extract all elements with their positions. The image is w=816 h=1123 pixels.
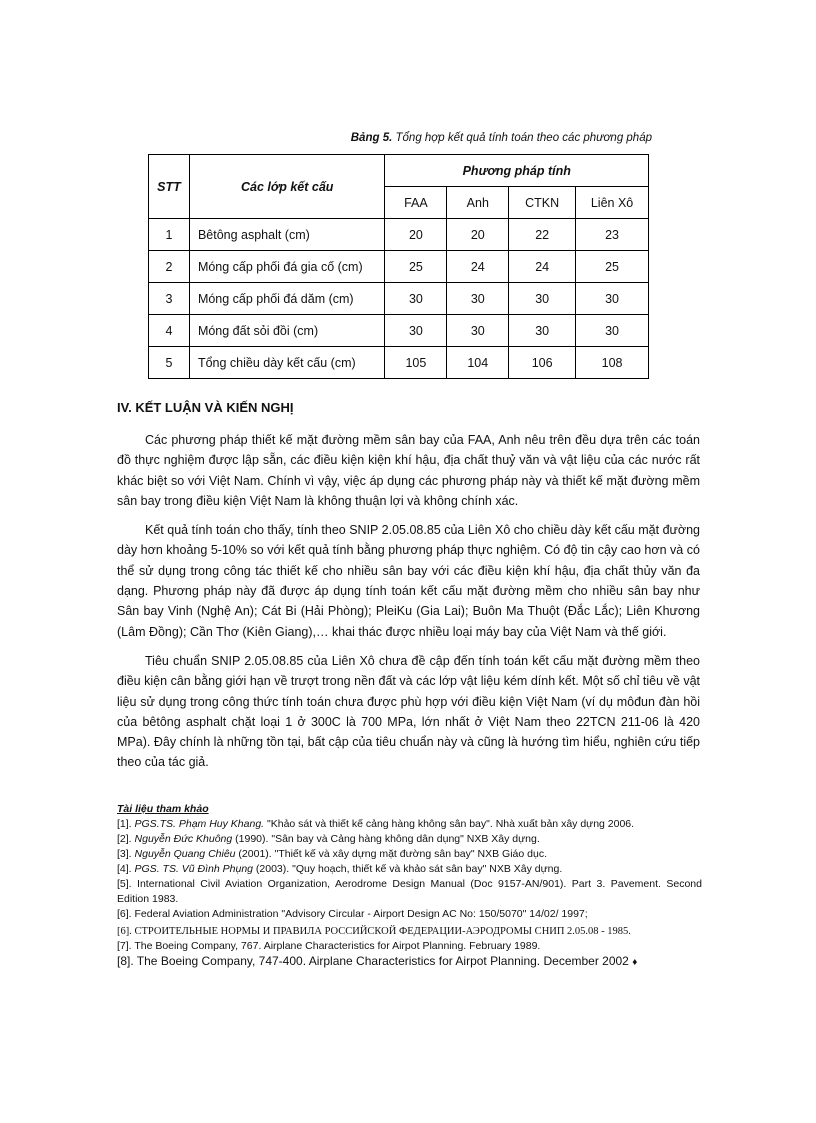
reference-author: Nguyễn Quang Chiêu <box>134 848 236 860</box>
table-row <box>149 315 649 347</box>
cell-layer: Móng cấp phối đá gia cố (cm) <box>189 251 385 283</box>
reference-item <box>117 907 702 922</box>
reference-author: Nguyễn Đức Khuông <box>134 833 233 845</box>
section-body <box>117 430 700 782</box>
reference-item <box>117 832 702 847</box>
references <box>117 802 702 970</box>
reference-item <box>117 862 702 877</box>
body-paragraph: Tiêu chuẩn SNIP 2.05.08.85 của Liên Xô chưa đề cập đến tính toán kết cấu mặt đường mềm theo điều kiện cân bằng giới hạn về trượt trong nền đất và các lớp vật liệu kém dính kết. Một số chỉ tiêu về vật liệu sử dụng trong công thức tính toán chưa được phù hợp với điều kiện Việt Nam (ví dụ môđun đàn hồi của bêtông asphalt chặt loại 1 ở 300C là 700 MPa, lớn nhất ở Việt Nam theo 22TCN 211-06 là 420 MPa). Đây chính là những tồn tại, bất cập của tiêu chuẩn này và cũng là hướng tìm hiểu, nghiên cứu tiếp theo của tác giả. <box>117 653 700 770</box>
cell-value: 24 <box>447 251 509 283</box>
header-layers: Các lớp kết cấu <box>189 155 385 219</box>
results-table <box>148 154 649 379</box>
reference-text: (1990). "Sân bay và Cảng hàng không dân dụng" NXB Xây dựng. <box>232 833 540 845</box>
body-paragraph: Kết quả tính toán cho thấy, tính theo SNIP 2.05.08.85 của Liên Xô cho chiều dày kết cấu mặt đường dày hơn khoảng 5-10% so với kết quả tính bằng phương pháp thực nghiệm. Có độ tin cậy cao hơn và có thể sử dụng trong công tác thiết kế cho nhiều sân bay với các điều kiện khí hậu, địa chất thủy văn đa dạng. Phương pháp này đã được áp dụng tính toán kết cấu mặt đường mềm cho nhiều sân bay như Sân bay Vinh (Nghệ An); Cát Bi (Hải Phòng); PleiKu (Gia Lai); Buôn Ma Thuột (Đắc Lắc); Liên Khương (Lâm Đồng); Cần Thơ (Kiên Giang),… khai thác được nhiều loại máy bay của Việt Nam và thế giới. <box>117 523 700 639</box>
header-col-faa: FAA <box>385 187 447 219</box>
cell-value: 108 <box>576 347 649 379</box>
cell-value: 104 <box>447 347 509 379</box>
cell-value: 20 <box>447 219 509 251</box>
cell-stt: 1 <box>149 219 190 251</box>
cell-value: 22 <box>509 219 576 251</box>
reference-item <box>117 939 702 954</box>
section-heading: IV. KẾT LUẬN VÀ KIẾN NGHỊ <box>117 400 294 415</box>
reference-num: [1]. <box>117 818 132 830</box>
header-col-anh: Anh <box>447 187 509 219</box>
reference-num: [8]. <box>117 954 134 968</box>
reference-num: [6]. <box>117 926 132 937</box>
cell-layer: Móng cấp phối đá dăm (cm) <box>189 283 385 315</box>
cell-value: 30 <box>576 315 649 347</box>
body-paragraph: Các phương pháp thiết kế mặt đường mềm sân bay của FAA, Anh nêu trên đều dựa trên các toán đồ thực nghiệm được lập sẵn, các điều kiện kiện khí hậu, địa chất thuỷ văn và vật liệu của các nước rất khác biệt so với Việt Nam. Chính vì vậy, việc áp dụng các phương pháp này và thiết kế mặt đường mềm sân bay trong điều kiện Việt Nam là không thuận lợi và không chính xác. <box>117 433 700 508</box>
cell-value: 30 <box>385 283 447 315</box>
table-caption-text: Tổng hợp kết quả tính toán theo các phương pháp <box>395 132 652 144</box>
reference-text: International Civil Aviation Organization, Aerodrome Design Manual (Doc 9157-AN/901). Part 3. Pavement. Second Edition 1983. <box>117 878 702 905</box>
reference-num: [3]. <box>117 848 132 860</box>
cell-layer: Tổng chiều dày kết cấu (cm) <box>189 347 385 379</box>
header-col-ctkn: CTKN <box>509 187 576 219</box>
reference-num: [5]. <box>117 878 132 890</box>
reference-author: PGS.TS. Phạm Huy Khang. <box>134 818 265 830</box>
cell-value: 106 <box>509 347 576 379</box>
cell-value: 30 <box>447 283 509 315</box>
cell-value: 30 <box>385 315 447 347</box>
table-row <box>149 283 649 315</box>
reference-item <box>117 847 702 862</box>
cell-value: 30 <box>509 283 576 315</box>
cell-stt: 3 <box>149 283 190 315</box>
cell-value: 30 <box>576 283 649 315</box>
cell-value: 25 <box>385 251 447 283</box>
cell-stt: 5 <box>149 347 190 379</box>
cell-layer: Móng đất sỏi đồi (cm) <box>189 315 385 347</box>
reference-item <box>117 954 702 970</box>
cell-stt: 2 <box>149 251 190 283</box>
reference-item <box>117 877 702 907</box>
header-stt: STT <box>149 155 190 219</box>
reference-text: СТРОИТЕЛЬНЫЕ НОРМЫ И ПРАВИЛА РОССИЙСКОЙ ФЕДЕРАЦИИ-АЭРОДРОМЫ СНИП 2.05.08 - 1985. <box>131 926 631 937</box>
table-caption <box>118 132 652 144</box>
reference-text: (2003). "Quy hoạch, thiết kế và khảo sát sân bay" NXB Xây dựng. <box>253 863 563 875</box>
reference-num: [7]. <box>117 940 132 952</box>
table-row <box>149 347 649 379</box>
reference-num: [4]. <box>117 863 132 875</box>
table-row <box>149 251 649 283</box>
cell-value: 25 <box>576 251 649 283</box>
table-row <box>149 219 649 251</box>
cell-layer: Bêtông asphalt (cm) <box>189 219 385 251</box>
table-header-row <box>149 155 649 187</box>
reference-item <box>117 924 702 939</box>
reference-author: PGS. TS. Vũ Đình Phụng <box>134 863 253 875</box>
reference-text: "Khảo sát và thiết kế cảng hàng không sân bay". Nhà xuất bản xây dựng 2006. <box>264 818 635 830</box>
table-caption-label: Bảng 5. <box>350 132 393 144</box>
header-methods: Phương pháp tính <box>385 155 649 187</box>
end-mark-icon: ♦ <box>632 957 638 968</box>
cell-value: 20 <box>385 219 447 251</box>
cell-value: 30 <box>509 315 576 347</box>
reference-num: [2]. <box>117 833 132 845</box>
reference-text: The Boeing Company, 767. Airplane Characteristics for Airpot Planning. February 1989. <box>131 940 541 952</box>
reference-item <box>117 817 702 832</box>
reference-text: The Boeing Company, 747-400. Airplane Characteristics for Airpot Planning. December 2002 <box>133 954 629 968</box>
reference-num: [6]. <box>117 908 132 920</box>
cell-value: 30 <box>447 315 509 347</box>
cell-value: 23 <box>576 219 649 251</box>
cell-value: 105 <box>385 347 447 379</box>
cell-value: 24 <box>509 251 576 283</box>
header-col-lienxo: Liên Xô <box>576 187 649 219</box>
references-title: Tài liệu tham khảo <box>117 803 209 815</box>
cell-stt: 4 <box>149 315 190 347</box>
reference-text: (2001). "Thiết kế và xây dựng mặt đường sân bay" NXB Giáo dục. <box>235 848 547 860</box>
reference-text: Federal Aviation Administration "Advisory Circular - Airport Design AC No: 150/5070" 14/02/ 1997; <box>131 908 588 920</box>
